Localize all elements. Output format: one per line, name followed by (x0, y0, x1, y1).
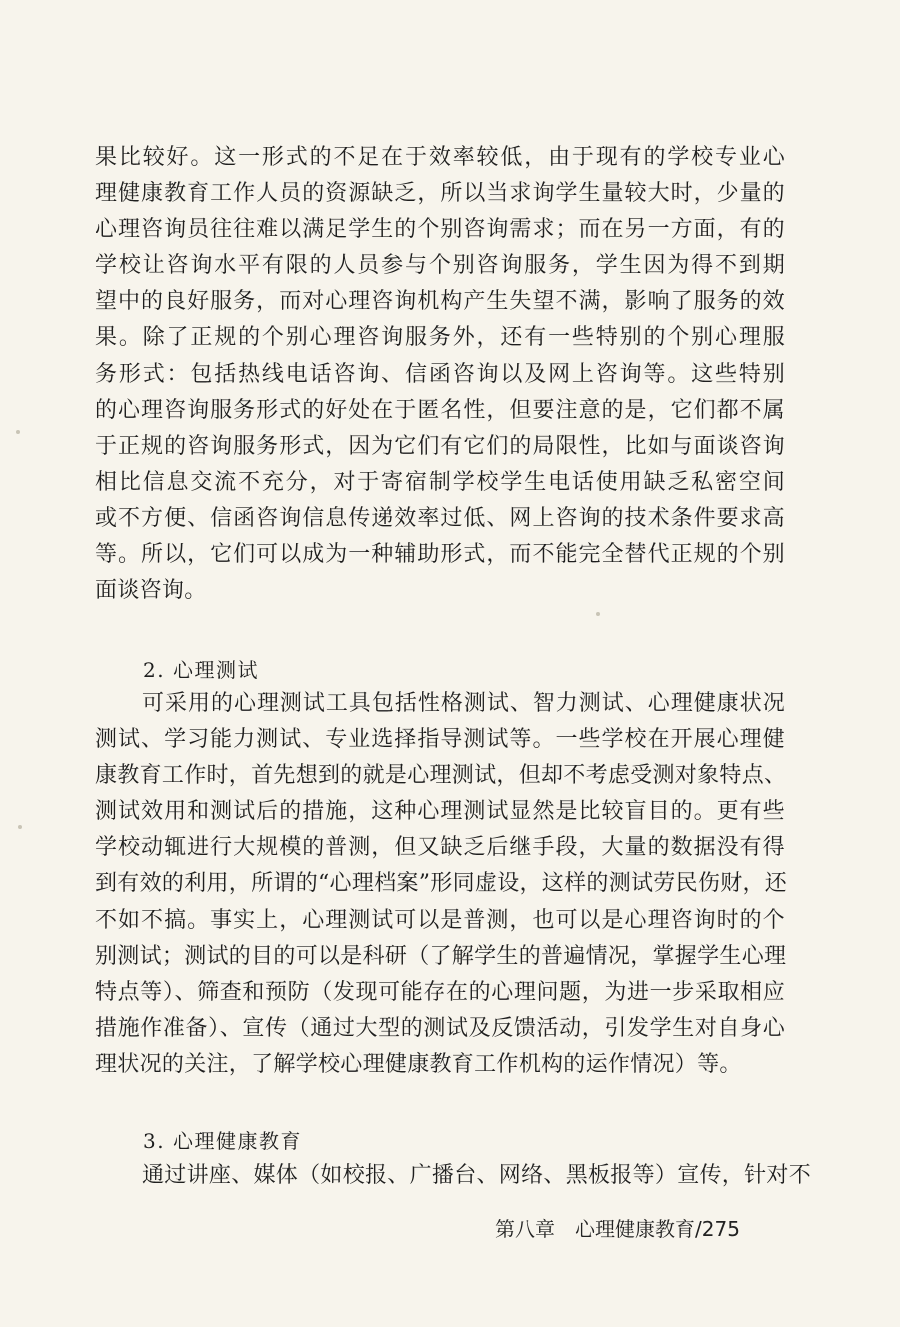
page-footer (495, 1214, 740, 1244)
text-line: 学校动辄进行大规模的普测，但又缺乏后继手段，大量的数据没有得 (95, 835, 785, 861)
text-line: 措施作准备）、宣传（通过大型的测试及反馈活动，引发学生对自身心 (95, 1015, 785, 1041)
section-heading-psych-testing: 2. 心理测试 (143, 658, 259, 682)
text-line: 测试效用和测试后的措施，这种心理测试显然是比较盲目的。更有些 (95, 799, 785, 825)
paragraph-counseling-forms (95, 140, 785, 609)
paragraph-psych-testing (95, 686, 788, 1083)
text-line: 于正规的咨询服务形式，因为它们有它们的局限性，比如与面谈咨询 (95, 433, 785, 459)
text-line: 康教育工作时，首先想到的就是心理测试，但却不考虑受测对象特点、 (95, 763, 787, 789)
text-line: 心理咨询员往往难以满足学生的个别咨询需求；而在另一方面，有的 (95, 217, 785, 243)
text-line: 通过讲座、媒体（如校报、广播台、网络、黑板报等）宣传，针对不 (142, 1163, 812, 1188)
page-number: /275 (695, 1217, 740, 1241)
scan-speck (18, 825, 22, 829)
text-line: 别测试；测试的目的可以是科研（了解学生的普遍情况，掌握学生心理 (95, 943, 787, 969)
text-line: 等。所以，它们可以成为一种辅助形式，而不能完全替代正规的个别 (95, 542, 785, 568)
paragraph-mental-health-education (95, 1158, 812, 1194)
text-line: 测试、学习能力测试、专业选择指导测试等。一些学校在开展心理健 (95, 727, 785, 753)
text-line: 学校让咨询水平有限的人员参与个别咨询服务，学生因为得不到期 (95, 253, 785, 279)
footer-title: 心理健康教育 (575, 1217, 695, 1241)
scan-speck (16, 430, 20, 434)
text-line: 的心理咨询服务形式的好处在于匿名性，但要注意的是，它们都不属 (95, 397, 785, 423)
text-line: 或不方便、信函咨询信息传递效率过低、网上咨询的技术条件要求高 (95, 505, 785, 531)
footer-chapter: 第八章 (495, 1217, 555, 1241)
scan-speck (596, 612, 600, 616)
text-line: 理状况的关注，了解学校心理健康教育工作机构的运作情况）等。 (95, 1051, 742, 1077)
text-line: 到有效的利用，所谓的“心理档案”形同虚设，这样的测试劳民伤财，还 (95, 871, 788, 897)
text-line: 务形式：包括热线电话咨询、信函咨询以及网上咨询等。这些特别 (95, 361, 785, 387)
text-line: 果。除了正规的个别心理咨询服务外，还有一些特别的个别心理服 (95, 325, 785, 351)
section-heading-mental-health-education: 3. 心理健康教育 (143, 1129, 302, 1153)
text-line: 望中的良好服务，而对心理咨询机构产生失望不满，影响了服务的效 (95, 289, 785, 315)
text-line: 面谈咨询。 (95, 578, 207, 604)
text-line: 理健康教育工作人员的资源缺乏，所以当求询学生量较大时，少量的 (95, 181, 785, 207)
text-line: 果比较好。这一形式的不足在于效率较低，由于现有的学校专业心 (95, 145, 785, 170)
text-line: 相比信息交流不充分，对于寄宿制学校学生电话使用缺乏私密空间 (95, 469, 785, 495)
text-line: 可采用的心理测试工具包括性格测试、智力测试、心理健康状况 (142, 691, 785, 716)
text-line: 不如不搞。事实上，心理测试可以是普测，也可以是心理咨询时的个 (95, 907, 785, 933)
text-line: 特点等）、筛查和预防（发现可能存在的心理问题，为进一步采取相应 (95, 979, 785, 1005)
